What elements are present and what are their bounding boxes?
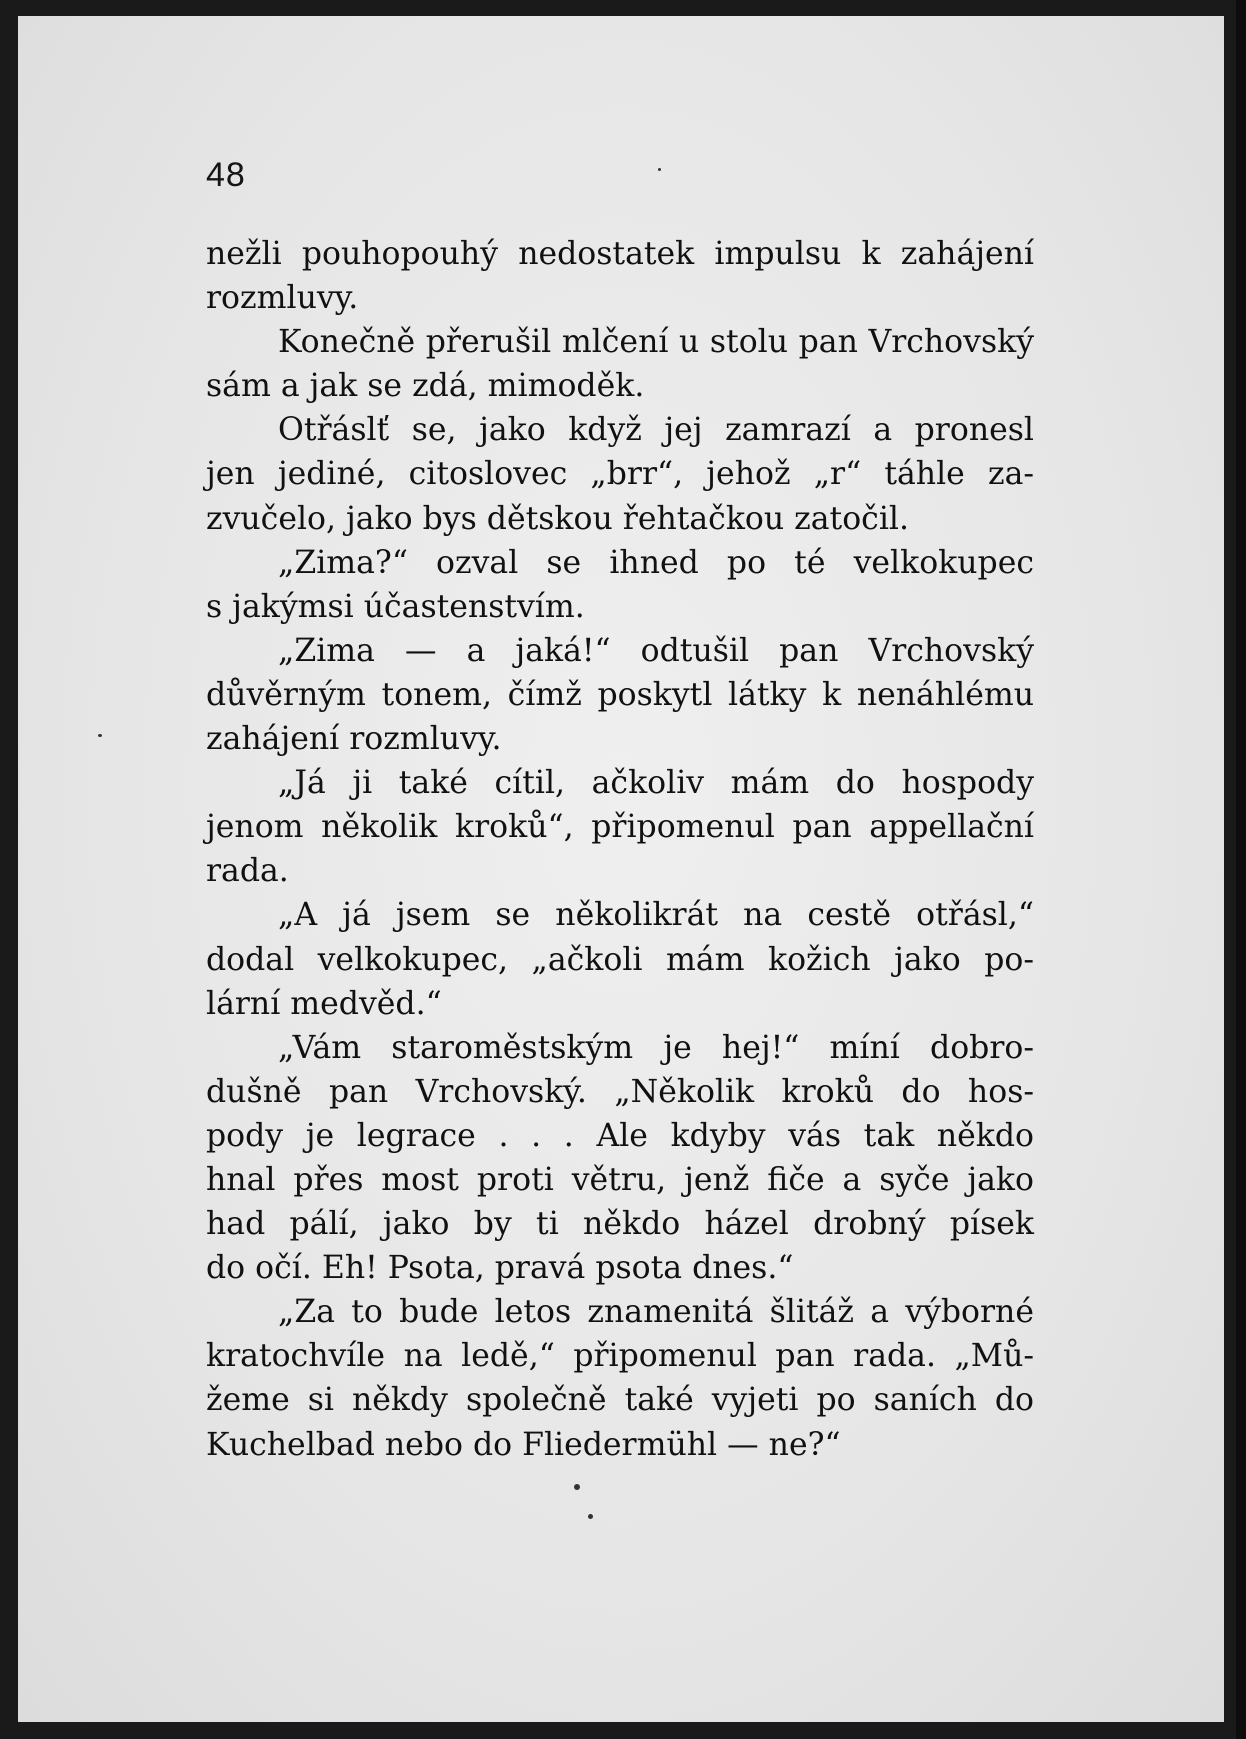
text-line: důvěrným tonem, čímž poskytl látky k nenáhlému	[206, 676, 1034, 713]
text-line: s jakýmsi účastenstvím.	[206, 588, 585, 625]
text-line: zahájení rozmluvy.	[206, 721, 502, 758]
text-line: lární medvěd.“	[206, 985, 442, 1022]
text-line: kratochvíle na ledě,“ připomenul pan rada. „Mů-	[206, 1338, 1034, 1375]
text-line: jenom několik kroků“, připomenul pan appellační	[206, 809, 1034, 846]
body-text	[206, 232, 1034, 1467]
text-line: žeme si někdy společně také vyjeti po saních do	[206, 1382, 1034, 1419]
text-line: „Já ji také cítil, ačkoliv mám do hospody	[278, 765, 1034, 802]
text-line: „Vám staroměstským je hej!“ míní dobro-	[278, 1029, 1034, 1066]
text-line: jen jediné, citoslovec „brr“, jehož „r“ táhle za-	[206, 456, 1034, 493]
text-line: rada.	[206, 853, 289, 890]
page-number: 48	[206, 156, 246, 194]
text-line: Otřáslť se, jako když jej zamrazí a pronesl	[278, 412, 1034, 449]
text-line: „A já jsem se několikrát na cestě otřásl,“	[278, 897, 1034, 934]
text-line: dodal velkokupec, „ačkoli mám kožich jako po-	[206, 941, 1034, 978]
text-line: „Zima?“ ozval se ihned po té velkokupec	[278, 544, 1034, 581]
text-line: hnal přes most proti větru, jenž fiče a syče jako	[206, 1161, 1034, 1198]
print-speck	[98, 734, 102, 737]
text-line: „Za to bude letos znamenitá šlitáž a výborné	[278, 1294, 1034, 1331]
print-speck	[588, 1514, 593, 1519]
print-speck	[574, 1484, 580, 1490]
print-speck	[658, 168, 661, 171]
text-line: rozmluvy.	[206, 280, 359, 317]
text-line: dušně pan Vrchovský. „Několik kroků do hos-	[206, 1073, 1034, 1110]
text-line: zvučelo, jako bys dětskou řehtačkou zatočil.	[206, 500, 909, 537]
text-line: „Zima — a jaká!“ odtušil pan Vrchovský	[278, 632, 1034, 669]
text-line: Kuchelbad nebo do Fliedermühl — ne?“	[206, 1426, 841, 1463]
text-line: Konečně přerušil mlčení u stolu pan Vrchovský	[278, 324, 1034, 361]
text-line: sám a jak se zdá, mimoděk.	[206, 368, 645, 405]
book-page	[18, 16, 1224, 1722]
book-edge-shadow	[1236, 0, 1246, 1739]
text-line: do očí. Eh! Psota, pravá psota dnes.“	[206, 1250, 794, 1287]
text-line: pody je legrace . . . Ale kdyby vás tak někdo	[206, 1117, 1034, 1154]
text-line: nežli pouhopouhý nedostatek impulsu k zahájení	[206, 236, 1034, 272]
text-line: had pálí, jako by ti někdo házel drobný písek	[206, 1206, 1034, 1243]
